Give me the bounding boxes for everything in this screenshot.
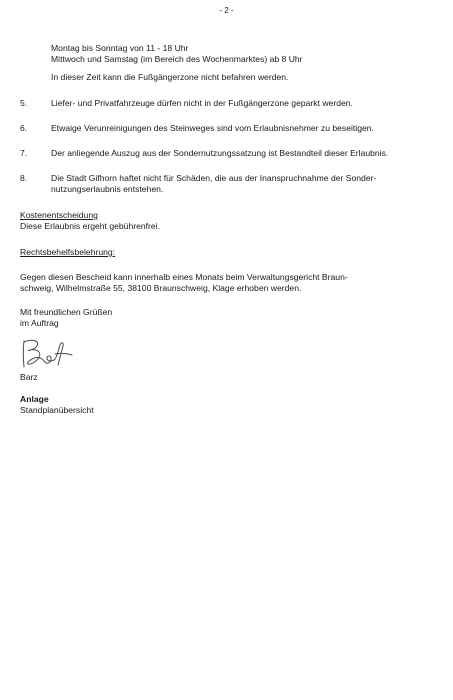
item-text-8-line-1: Die Stadt Gifhorn haftet nicht für Schäden, die aus der Inanspruchnahme der Sonder- [51, 173, 377, 183]
signer-name: Barz [20, 372, 38, 382]
attachment-text: Standplanübersicht [20, 405, 94, 415]
costs-heading: Kostenentscheidung [20, 210, 98, 220]
hours-line-1: Montag bis Sonntag von 11 - 18 Uhr [51, 43, 189, 53]
attachment-heading: Anlage [20, 394, 49, 404]
item-number-7: 7. [20, 148, 28, 158]
item-number-5: 5. [20, 98, 28, 108]
page-number: - 2 - [219, 6, 234, 15]
item-text-8-line-2: nutzungserlaubnis entstehen. [51, 184, 164, 194]
handwritten-signature-icon [18, 337, 78, 371]
item-text-6: Etwaige Verunreinigungen des Steinweges sind vom Erlaubnisnehmer zu beseitigen. [51, 123, 374, 133]
remedy-line-1: Gegen diesen Bescheid kann innerhalb eines Monats beim Verwaltungsgericht Braun- [20, 272, 348, 282]
remedy-heading: Rechtsbehelfsbelehrung: [20, 247, 116, 257]
item-number-6: 6. [20, 123, 28, 133]
item-text-7: Der anliegende Auszug aus der Sondernutzungssatzung ist Bestandteil dieser Erlaubnis. [51, 148, 389, 158]
hours-line-2: Mittwoch und Samstag (im Bereich des Wochenmarktes) ab 8 Uhr [51, 54, 303, 64]
remedy-line-2: schweig, Wilhelmstraße 55, 38100 Braunschweig, Klage erhoben werden. [20, 283, 302, 293]
closing-greeting: Mit freundlichen Grüßen [20, 307, 113, 317]
hours-note: In dieser Zeit kann die Fußgängerzone nicht befahren werden. [51, 72, 289, 82]
closing-authority: im Auftrag [20, 318, 59, 328]
costs-text: Diese Erlaubnis ergeht gebührenfrei. [20, 221, 160, 231]
item-text-5: Liefer- und Privatfahrzeuge dürfen nicht in der Fußgängerzone geparkt werden. [51, 98, 353, 108]
item-number-8: 8. [20, 173, 28, 183]
